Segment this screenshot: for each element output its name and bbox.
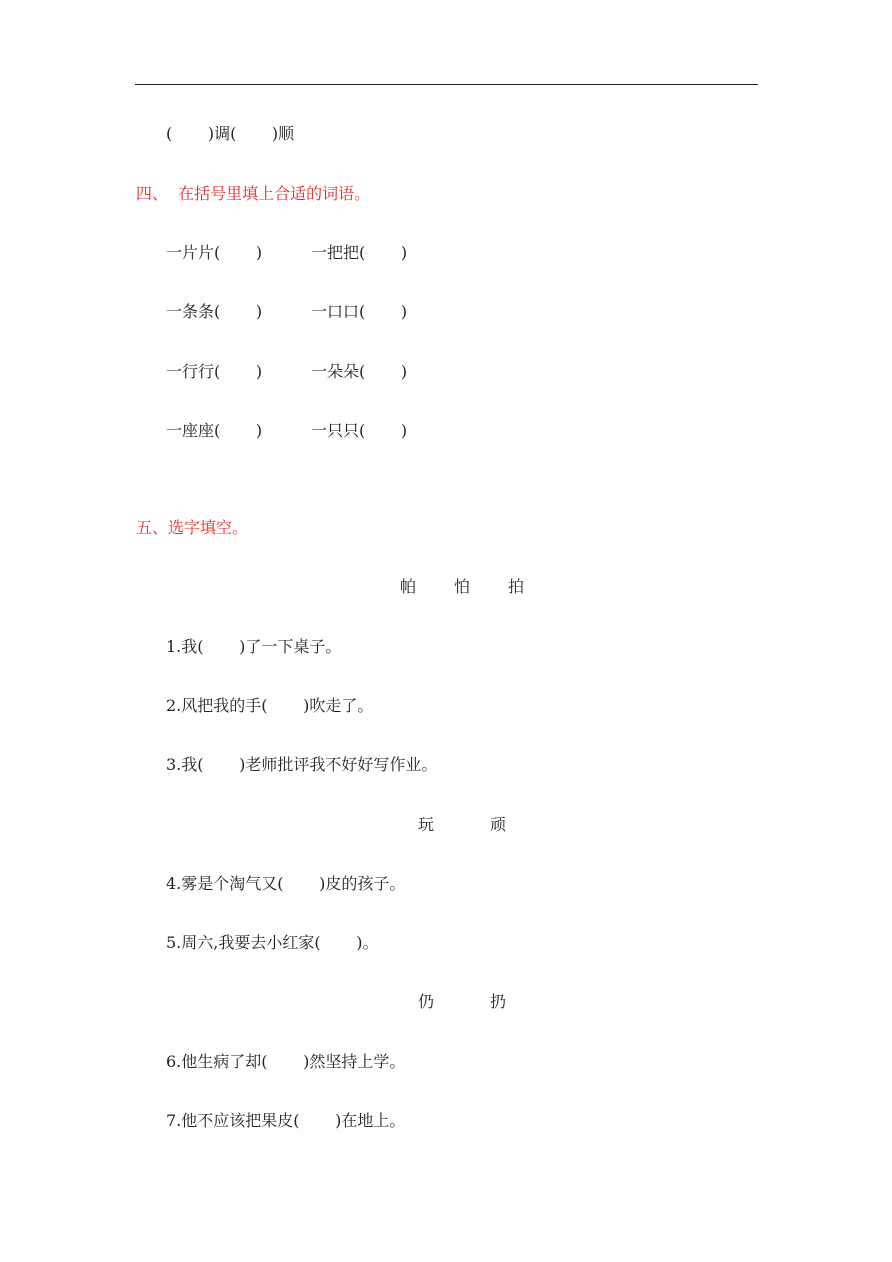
- question-item: 6.他生病了却( )然坚持上学。: [166, 1052, 406, 1071]
- word-fill-right: 一口口( ): [311, 302, 408, 321]
- char-choices-group-2: [0, 815, 892, 835]
- question-item: 1.我( )了一下桌子。: [166, 637, 342, 656]
- section-4-heading: 四、 在括号里填上合适的词语。: [136, 184, 371, 203]
- word-fill-right: 一把把( ): [311, 243, 408, 262]
- word-pair-row: [166, 243, 466, 263]
- word-fill-left: 一片片( ): [166, 243, 263, 262]
- header-rule: [135, 84, 758, 85]
- char-choices-group-1: [0, 577, 892, 597]
- question-item: 7.他不应该把果皮( )在地上。: [166, 1111, 406, 1130]
- question-item: 2.风把我的手( )吹走了。: [166, 696, 374, 715]
- choice-char: 玩: [418, 815, 435, 834]
- word-pair-row: [166, 421, 466, 441]
- choice-char: 顽: [490, 815, 507, 834]
- top-fill-line: ( )调( )顺: [166, 124, 295, 143]
- word-fill-right: 一只只( ): [311, 421, 408, 440]
- choice-char: 仍: [418, 992, 435, 1011]
- choice-char: 帕: [400, 577, 417, 596]
- choice-char: 拍: [508, 577, 525, 596]
- section-5-heading: 五、选字填空。: [136, 518, 249, 537]
- word-fill-right: 一朵朵( ): [311, 362, 408, 381]
- word-fill-left: 一行行( ): [166, 362, 263, 381]
- word-pair-row: [166, 362, 466, 382]
- word-pair-row: [166, 302, 466, 322]
- char-choices-group-3: [0, 992, 892, 1012]
- question-item: 3.我( )老师批评我不好好写作业。: [166, 755, 438, 774]
- question-item: 4.雾是个淘气又( )皮的孩子。: [166, 874, 406, 893]
- question-item: 5.周六,我要去小红家( )。: [166, 933, 379, 952]
- choice-char: 怕: [454, 577, 471, 596]
- word-fill-left: 一条条( ): [166, 302, 263, 321]
- word-fill-left: 一座座( ): [166, 421, 263, 440]
- choice-char: 扔: [490, 992, 507, 1011]
